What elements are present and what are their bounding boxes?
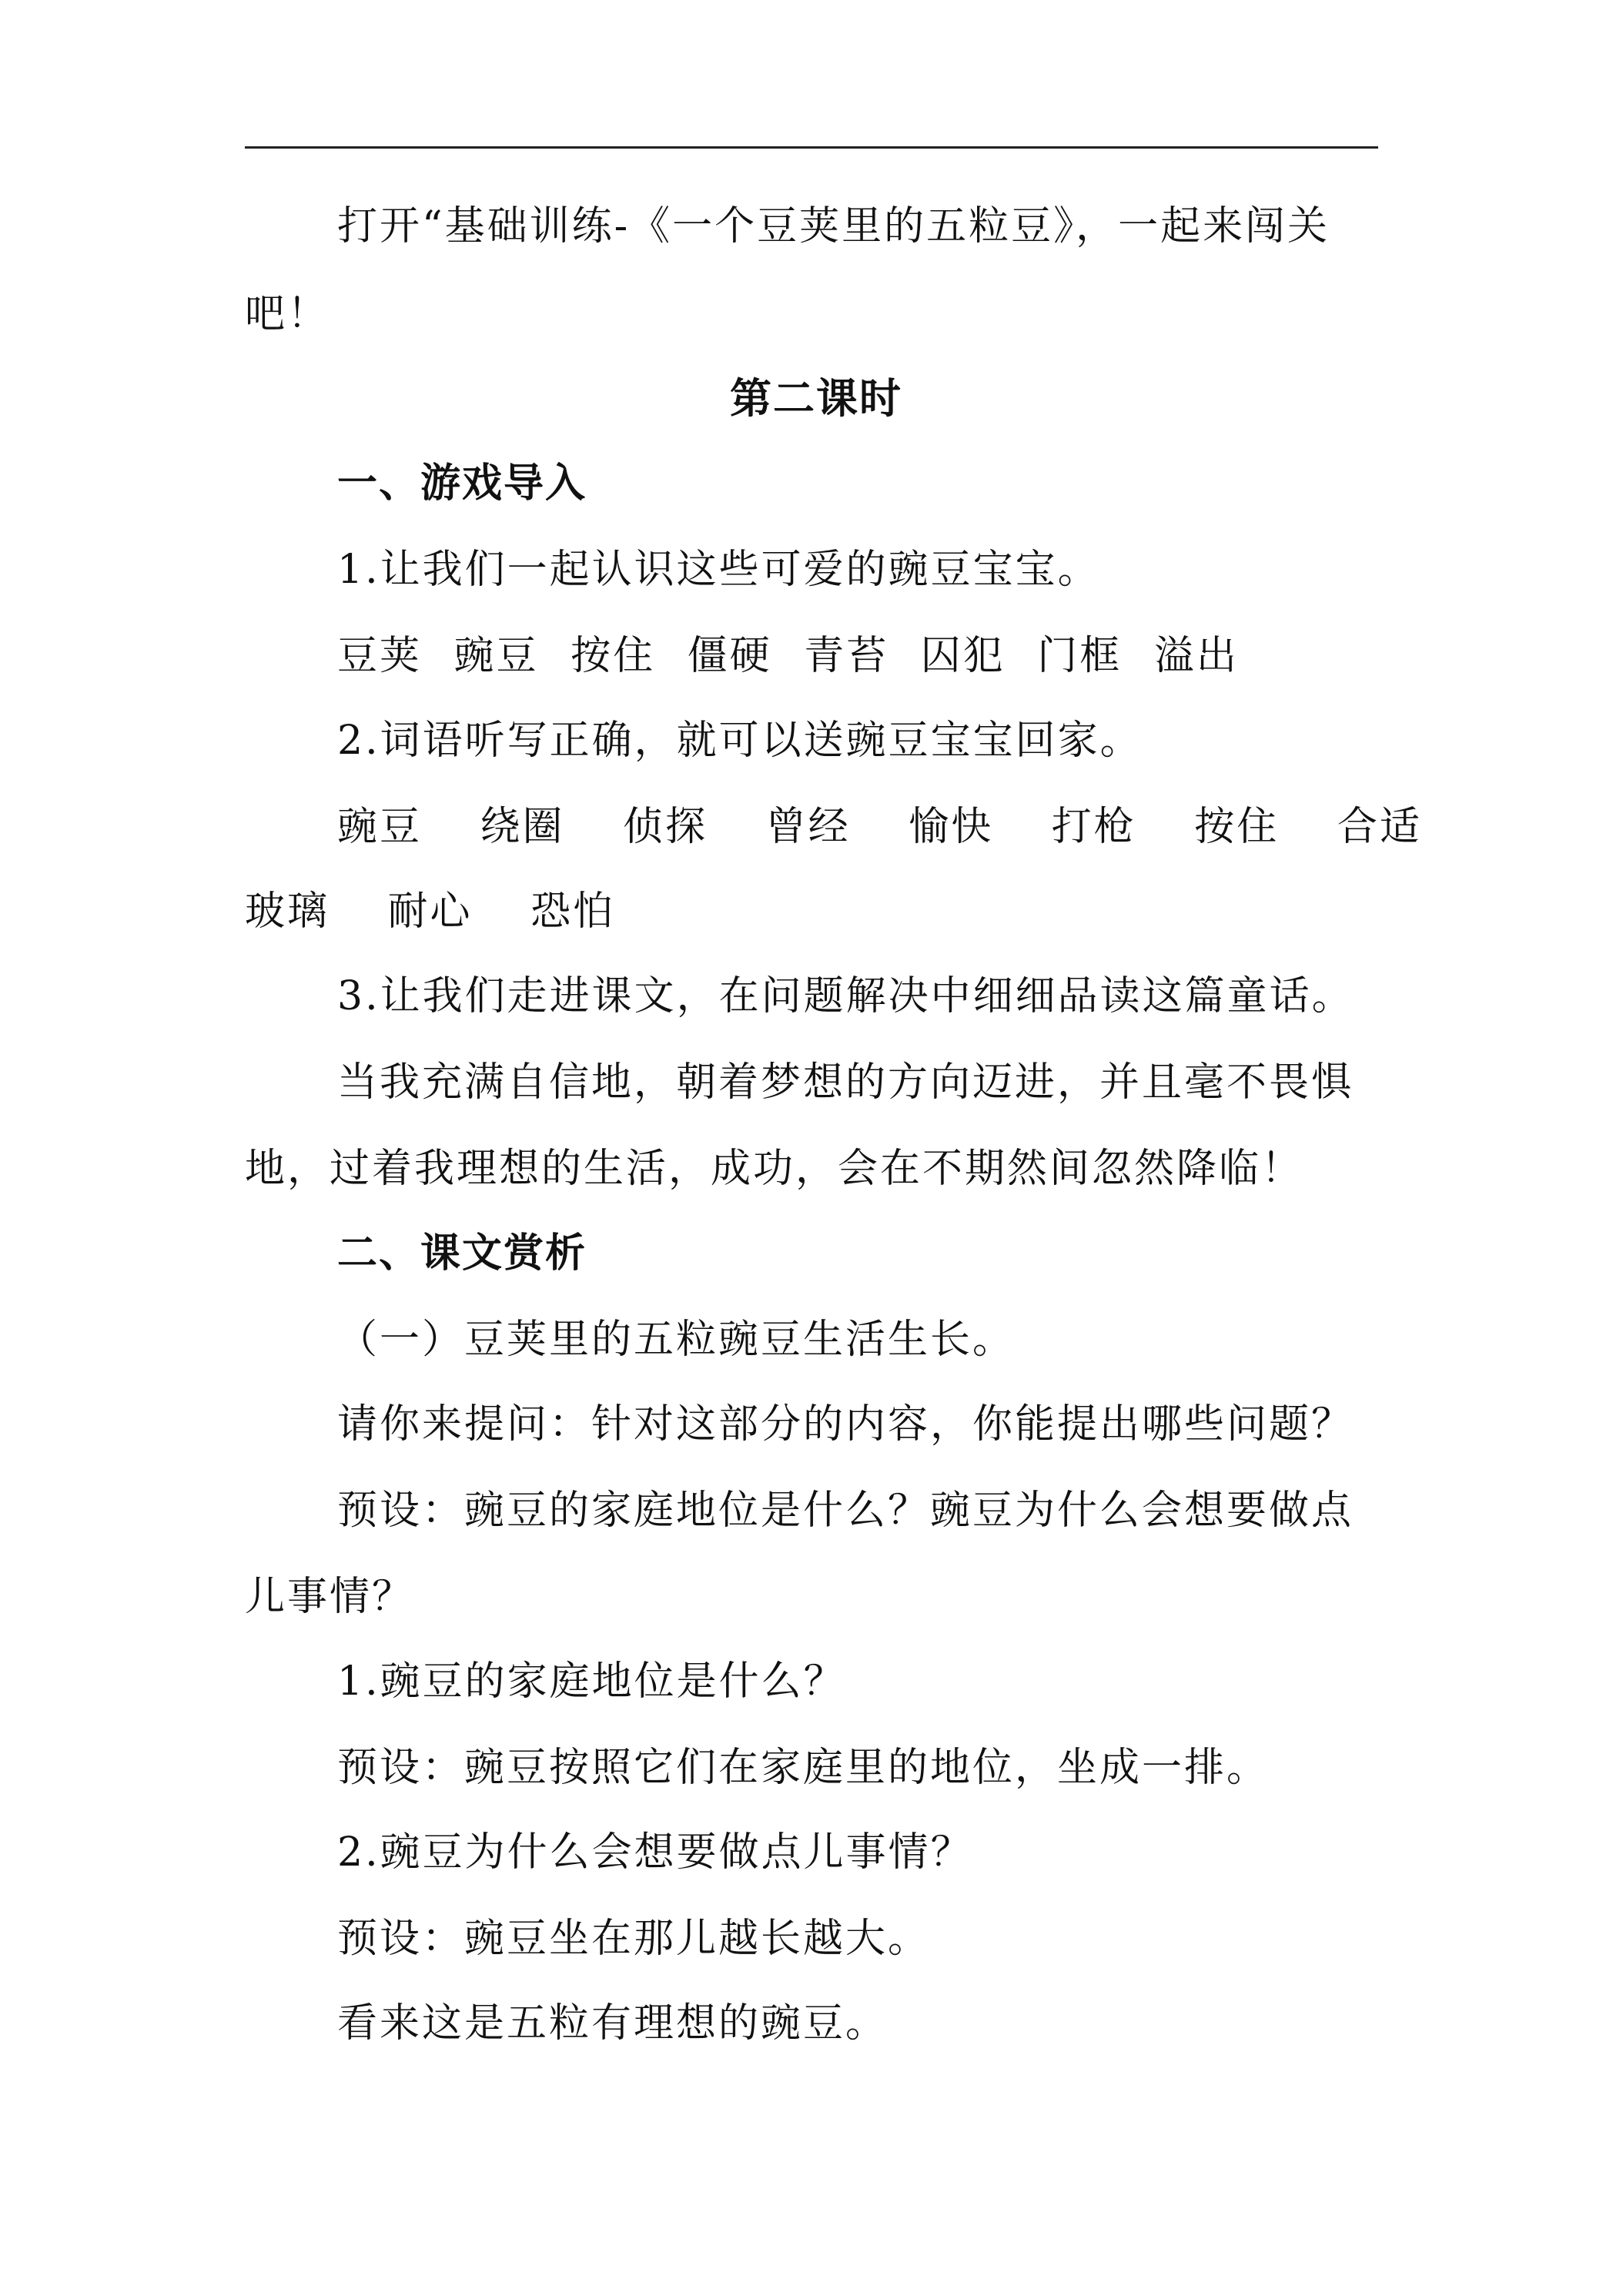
dictation-list-row-2 [245, 887, 615, 936]
vocab-word: 囚犯 [920, 633, 1006, 679]
vocab-word: 青苔 [804, 633, 889, 679]
lesson-title: 第二课时 [730, 374, 902, 423]
intro-line-1: 打开“基础训练-《一个豆荚里的五粒豆》，一起来闯关 [337, 203, 1330, 249]
dictation-word: 绕圈 [480, 804, 565, 850]
vocab-word: 门框 [1037, 633, 1123, 679]
preset-line-1: 预设：豌豆的家庭地位是什么？豌豆为什么会想要做点 [337, 1488, 1354, 1534]
vocab-word: 豌豆 [453, 633, 539, 679]
answer-2: 预设：豌豆坐在那儿越长越大。 [337, 1916, 931, 1962]
section1-item3: 3.让我们走进课文，在问题解决中细细品读这篇童话。 [337, 973, 1354, 1019]
dictation-word: 打枪 [1051, 804, 1136, 850]
dictation-word: 玻璃 [245, 889, 330, 935]
quote-line-2: 地，过着我理想的生活，成功，会在不期然间忽然降临！ [245, 1146, 1304, 1192]
dictation-word: 豌豆 [337, 804, 423, 850]
vocab-word: 溢出 [1153, 633, 1239, 679]
section1-heading: 一、游戏导入 [337, 460, 587, 507]
vocab-list-1 [337, 631, 1239, 681]
answer-1: 预设：豌豆按照它们在家庭里的地位，坐成一排。 [337, 1745, 1270, 1791]
dictation-word: 恐怕 [530, 889, 616, 935]
quote-line-1: 当我充满自信地，朝着梦想的方向迈进，并且毫不畏惧 [337, 1059, 1354, 1106]
vocab-word: 豆荚 [337, 633, 423, 679]
dictation-word: 按住 [1194, 804, 1280, 850]
header-rule [245, 146, 1378, 149]
dictation-word: 侦探 [623, 804, 708, 850]
intro-line-2: 吧！ [245, 291, 330, 337]
vocab-word: 按住 [571, 633, 656, 679]
section2-subheading: （一）豆荚里的五粒豌豆生活生长。 [337, 1317, 1016, 1363]
dictation-word: 曾经 [765, 804, 851, 850]
preset-line-2: 儿事情？ [245, 1574, 415, 1620]
dictation-list-row-1 [337, 802, 1422, 852]
question-prompt: 请你来提问：针对这部分的内容，你能提出哪些问题？ [337, 1401, 1354, 1448]
section1-item1: 1.让我们一起认识这些可爱的豌豆宝宝。 [337, 547, 1100, 593]
question-1: 1.豌豆的家庭地位是什么？ [337, 1658, 846, 1705]
dictation-word: 合适 [1337, 804, 1422, 850]
dictation-word: 愉快 [909, 804, 994, 850]
section1-item2: 2.词语听写正确，就可以送豌豆宝宝回家。 [337, 718, 1143, 764]
section2-heading: 二、课文赏析 [337, 1230, 587, 1277]
vocab-word: 僵硬 [687, 633, 772, 679]
question-2: 2.豌豆为什么会想要做点儿事情？ [337, 1829, 973, 1876]
dictation-word: 耐心 [387, 889, 473, 935]
conclusion: 看来这是五粒有理想的豌豆。 [337, 2000, 888, 2047]
